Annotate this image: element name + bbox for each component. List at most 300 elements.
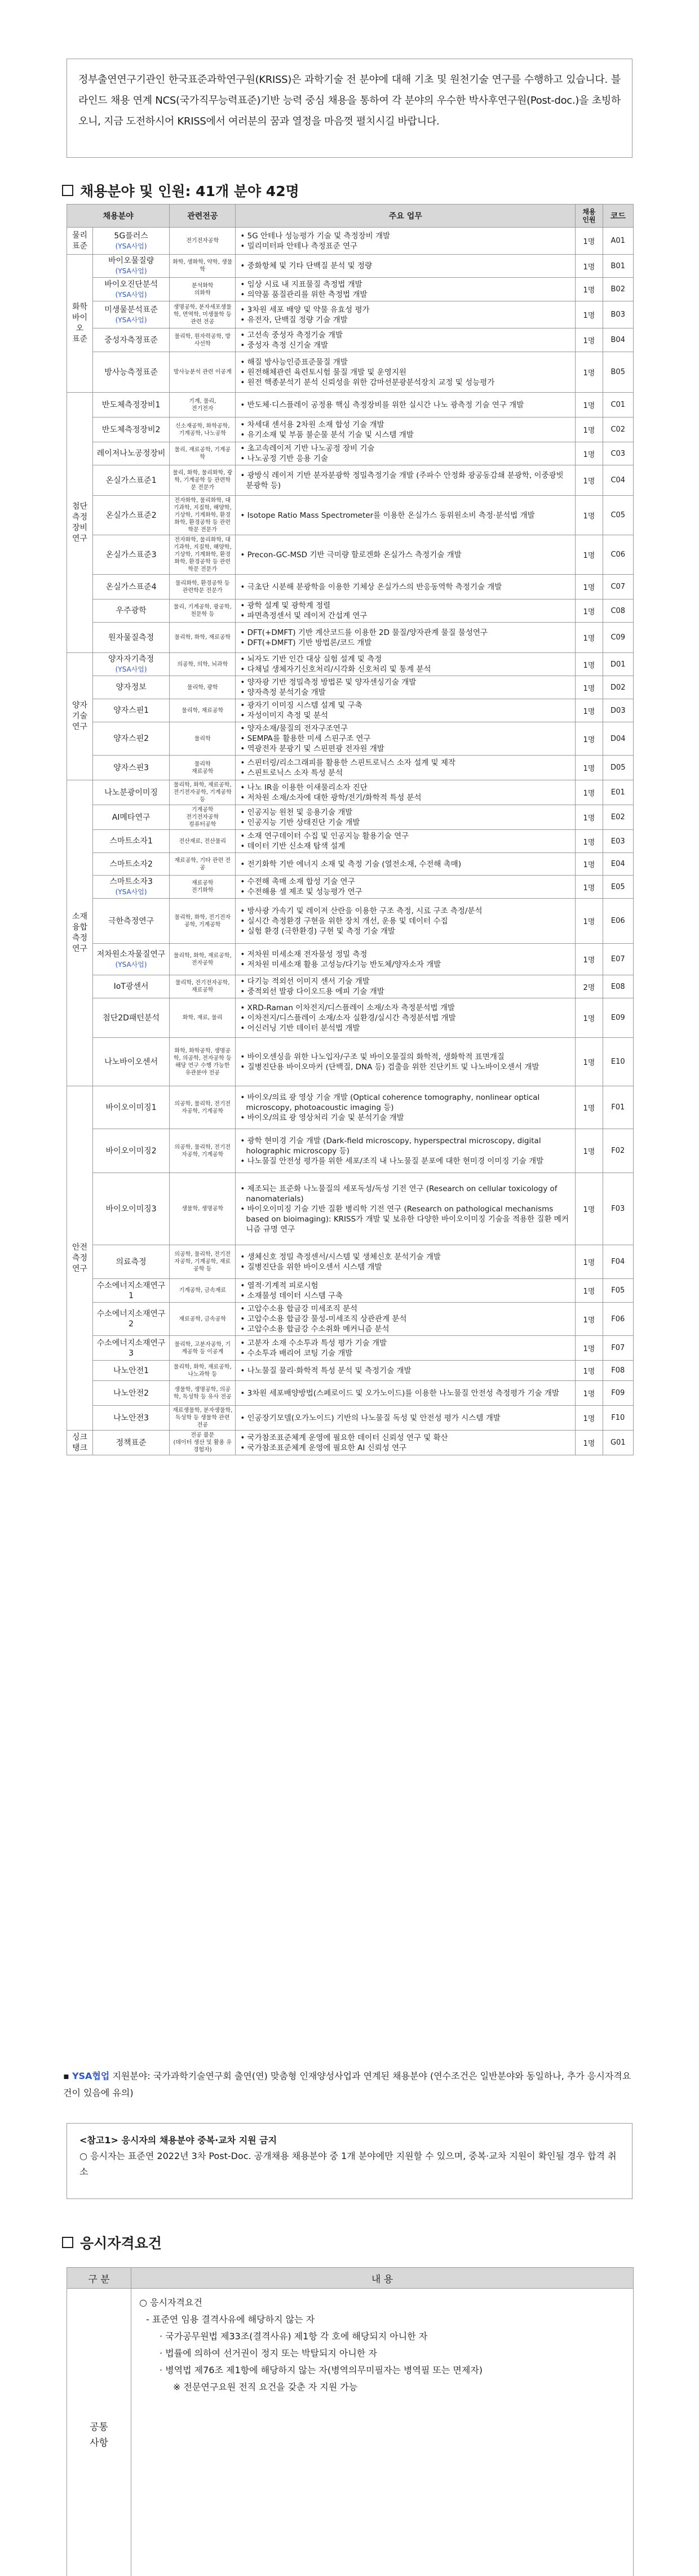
code-cell: F02: [603, 1129, 634, 1173]
duty-item: 이차전지/디스플레이 소재/소자 실환경/실시간 측정분석법 개발: [247, 1013, 456, 1023]
table-row: [67, 780, 634, 805]
footnote-label: YSA협업: [72, 2071, 110, 2081]
major-cell: 물리학, 전기전자공학, 재료공학: [170, 975, 236, 998]
footnote-text: 지원분야: 국가과학기술연구회 출연(연) 맞춤형 인재양성사업과 연계된 채용분야 (연수조건은 일반분야와 동일하나, 추가 응시자격요건이 있음에 유의): [63, 2071, 631, 2098]
headcount-cell: 1명: [576, 301, 603, 328]
duty-item: 고압수소용 합금강 수소취화 메커니즘 분석: [247, 1325, 390, 1334]
position-name: 온실가스표준3: [105, 550, 157, 559]
duty-item: 데이터 기반 신소재 탐색 설계: [247, 842, 346, 851]
field-group-cell: 싱크 탱크: [67, 1431, 93, 1455]
duty-item: 질병진단용 바이오마커 (단백질, DNA 등) 검출을 위한 진단키트 및 나노바이오센서 개발: [247, 1062, 539, 1072]
position-name-cell: [93, 722, 170, 756]
duty-item: 광학 설계 및 광학계 정렬: [247, 601, 331, 610]
major-cell: 신소재공학, 화학공학, 기계공학, 나노공학: [170, 418, 236, 442]
duty-line: [240, 1304, 573, 1314]
duties-cell: [236, 998, 576, 1038]
ysa-tag: (YSA사업): [115, 267, 147, 275]
duty-line: [240, 783, 573, 793]
duty-line: [240, 768, 573, 778]
bullet: •: [240, 807, 247, 817]
position-name-cell: [93, 393, 170, 418]
eligibility-line: · 국가공무원법 제33조(결격사유) 제1항 각 호에 해당되지 아니한 자: [160, 2331, 428, 2342]
duties-cell: [236, 418, 576, 442]
position-name: 저차원소자물질연구: [96, 949, 166, 959]
code-cell: E03: [603, 830, 634, 853]
duty-line: [240, 916, 573, 926]
duty-item: 역광전자 분광기 및 스핀편광 전자원 개발: [247, 744, 384, 753]
bullet: •: [240, 611, 247, 620]
field-group-cell: 양자 기술 연구: [67, 653, 93, 780]
duties-cell: [236, 1303, 576, 1336]
headcount-cell: 1명: [576, 352, 603, 393]
duty-line: [240, 1092, 573, 1113]
position-name: 바이오이미징1: [105, 1103, 157, 1112]
position-name-cell: [93, 1406, 170, 1431]
duty-line: [240, 1291, 573, 1301]
table-row: [67, 830, 634, 853]
bullet: •: [240, 724, 247, 733]
position-name-cell: [93, 352, 170, 393]
duty-item: 바이오이미징 기술 기반 질환 병리학 기전 연구 (Research on pathological mechanisms based on bioimaging): KRISS가 개발 및 보유한 다양한 바이오이미징 기술을 적용한 질환 메커니즘 규명 연구: [246, 1204, 569, 1234]
bullet: •: [240, 818, 247, 827]
table-row: [67, 975, 634, 998]
table-row: [67, 1303, 634, 1336]
duty-line: [240, 1113, 573, 1123]
duty-item: 양자소재/물질의 전자구조연구: [247, 724, 348, 733]
major-cell: 전기전자공학: [170, 228, 236, 255]
duty-line: [240, 315, 573, 325]
code-cell: F10: [603, 1406, 634, 1431]
bullet: •: [240, 305, 247, 314]
duties-cell: [236, 1129, 576, 1173]
major-cell: 생물학, 생명공학, 의공학, 독성학 등 유사 전공: [170, 1381, 236, 1406]
duty-line: [240, 1023, 573, 1033]
duties-cell: [236, 599, 576, 623]
duty-item: 고선속 중성자 측정기술 개발: [247, 330, 343, 340]
bullet: •: [240, 977, 247, 986]
duty-line: [240, 744, 573, 754]
position-name-cell: [93, 1431, 170, 1455]
duty-line: [240, 611, 573, 621]
major-cell: 물리학, 재료공학: [170, 699, 236, 722]
code-cell: E10: [603, 1038, 634, 1086]
major-cell: 물리, 재료공학, 기계공학: [170, 442, 236, 465]
duties-cell: [236, 301, 576, 328]
bullet: •: [240, 701, 247, 710]
headcount-cell: 1명: [576, 623, 603, 653]
position-name-cell: [93, 1129, 170, 1173]
bullet: •: [240, 711, 247, 720]
headcount-cell: 1명: [576, 418, 603, 442]
duties-cell: [236, 1361, 576, 1381]
section-title-eligibility: [62, 2232, 162, 2253]
code-cell: C05: [603, 496, 634, 535]
headcount-cell: 1명: [576, 535, 603, 575]
code-cell: E05: [603, 876, 634, 899]
duties-cell: [236, 1038, 576, 1086]
major-cell: 물리학 재료공학: [170, 756, 236, 780]
duty-line: [240, 1324, 573, 1334]
bullet: •: [240, 1304, 247, 1313]
table-row: [67, 278, 634, 301]
position-name-cell: [93, 278, 170, 301]
bullet: •: [240, 279, 247, 289]
major-cell: 방사능분석 관련 이공계: [170, 352, 236, 393]
headcount-cell: 1명: [576, 442, 603, 465]
duty-line: [240, 601, 573, 611]
headcount-cell: 1명: [576, 1361, 603, 1381]
duty-line: [240, 949, 573, 960]
headcount-cell: 1명: [576, 255, 603, 278]
position-name: 정책표준: [116, 1438, 147, 1447]
duties-cell: [236, 255, 576, 278]
ysa-tag: (YSA사업): [115, 242, 147, 250]
duty-item: 인공장기모델(오가노이드) 기반의 나노물질 독성 및 안전성 평가 시스템 개발: [247, 1413, 501, 1423]
table-row: [67, 805, 634, 830]
code-cell: B02: [603, 278, 634, 301]
code-cell: F08: [603, 1361, 634, 1381]
duty-line: [240, 818, 573, 828]
bullet: •: [240, 1252, 247, 1262]
bullet: •: [240, 430, 247, 439]
duties-cell: [236, 676, 576, 699]
note-title: <참고1> 응시자의 채용분야 중복·교차 지원 금지: [79, 2135, 277, 2146]
major-cell: 의공학, 물리학, 전기전자공학, 기계공학: [170, 1086, 236, 1129]
headcount-cell: 1명: [576, 876, 603, 899]
duty-line: [240, 1413, 573, 1423]
major-cell: 물리, 화학, 물리화학, 광학, 기계공학 등 관련학문 전문가: [170, 465, 236, 496]
major-cell: 의공학, 물리학, 전기전자공학, 기계공학, 재료공학 등: [170, 1245, 236, 1279]
duty-line: [240, 1204, 573, 1234]
position-name: 반도체측정장비2: [101, 425, 161, 434]
position-name-cell: [93, 418, 170, 442]
major-cell: 의공학, 의학, 뇌과학: [170, 653, 236, 676]
code-cell: C03: [603, 442, 634, 465]
bullet: •: [240, 1291, 247, 1300]
table-header-row: [67, 205, 634, 228]
duties-cell: [236, 1406, 576, 1431]
duty-line: [240, 1366, 573, 1376]
table-row: [67, 756, 634, 780]
bullet: •: [240, 987, 247, 996]
eligibility-line: · 병역법 제76조 제1항에 해당하지 않는 자(병역의무미필자는 병역필 또는 면제자): [160, 2365, 483, 2375]
duty-line: [240, 734, 573, 744]
duties-cell: [236, 780, 576, 805]
table-row: [67, 393, 634, 418]
bullet: •: [240, 357, 247, 367]
duty-line: [240, 290, 573, 300]
bullet: •: [240, 1052, 247, 1062]
note-body: ○ 응시자는 표준연 2022년 3차 Post-Doc. 공개채용 채용분야 중 1개 분야에만 지원할 수 있으며, 중복·교차 지원이 확인될 경우 합격 취소: [79, 2151, 617, 2177]
code-cell: F07: [603, 1336, 634, 1361]
duty-item: 뇌자도 기반 인간 대상 실험 설계 및 측정: [247, 655, 382, 664]
duties-cell: [236, 1381, 576, 1406]
duties-cell: [236, 278, 576, 301]
major-cell: 물리학: [170, 722, 236, 756]
duty-item: 유전자, 단백질 정량 기술 개발: [247, 315, 348, 325]
duties-cell: [236, 830, 576, 853]
duty-line: [240, 1062, 573, 1072]
table-row: [67, 944, 634, 975]
eligibility-content: [131, 2289, 634, 2576]
table-row: [67, 465, 634, 496]
major-cell: 물리학, 화학, 재료공학, 전기전자공학, 기계공학 등: [170, 780, 236, 805]
position-name-cell: [93, 1381, 170, 1406]
duty-item: 고압수소용 합금강 물성-미세조직 상관관계 분석: [247, 1314, 407, 1323]
bullet: •: [240, 783, 247, 792]
bullet: •: [240, 793, 247, 802]
headcount-cell: 1명: [576, 1431, 603, 1455]
position-name-cell: [93, 1086, 170, 1129]
duty-item: 소재물성 데이터 시스템 구축: [247, 1291, 343, 1300]
footnote-bullet: ▪: [63, 2071, 72, 2081]
header-field: 채용분야: [67, 205, 170, 228]
bullet: •: [240, 1388, 247, 1398]
position-name-cell: [93, 328, 170, 352]
duty-line: [240, 960, 573, 970]
headcount-cell: 1명: [576, 805, 603, 830]
headcount-cell: 1명: [576, 278, 603, 301]
position-name: 우주광학: [116, 606, 147, 615]
bullet: •: [240, 1433, 247, 1442]
eligibility-row: [67, 2289, 634, 2576]
position-name: 첨단2D패턴분석: [103, 1013, 160, 1023]
duty-item: 인공지능 원천 및 응용기술 개발: [247, 807, 353, 817]
duty-item: 수전해 촉매 소재 합성 기술 연구: [247, 877, 355, 886]
position-name: 수소에너지소재연구3: [96, 1338, 166, 1358]
major-cell: 생물학, 생명공학: [170, 1173, 236, 1245]
headcount-cell: 1명: [576, 1038, 603, 1086]
duties-cell: [236, 465, 576, 496]
headcount-cell: 1명: [576, 853, 603, 876]
duty-line: [240, 859, 573, 869]
duty-line: [240, 1252, 573, 1262]
headcount-cell: 1명: [576, 944, 603, 975]
duty-item: 생체신호 정밀 측정센서/시스템 및 생체신호 분석기술 개발: [247, 1252, 441, 1262]
position-name: 스마트소자2: [109, 859, 153, 869]
section-title-text: 채용분야 및 인원: 41개 분야 42명: [80, 183, 299, 199]
bullet: •: [240, 601, 247, 610]
table-row: [67, 1406, 634, 1431]
position-name: 바이오물질량: [108, 256, 154, 265]
bullet: •: [240, 744, 247, 753]
position-name-cell: [93, 780, 170, 805]
duty-item: 질병진단을 위한 바이오센서 시스템 개발: [247, 1262, 382, 1272]
bullet: •: [240, 315, 247, 325]
major-cell: 재료공학, 기타 관련 전공: [170, 853, 236, 876]
table-row: [67, 1173, 634, 1245]
table-row: [67, 722, 634, 756]
table-row: [67, 1279, 634, 1303]
table-row: [67, 301, 634, 328]
code-cell: F01: [603, 1086, 634, 1129]
position-name: 나노안전2: [113, 1388, 149, 1398]
duty-item: 실시간 측정환경 구현을 위한 장치 개선, 운용 및 데이터 수집: [247, 916, 448, 926]
duty-line: [240, 677, 573, 687]
headcount-cell: 1명: [576, 328, 603, 352]
duty-item: 국가참조표준체계 운영에 필요한 데이터 신뢰성 연구 및 확산: [247, 1433, 448, 1442]
bullet: •: [240, 1023, 247, 1033]
field-group-cell: 안전 측정 연구: [67, 1086, 93, 1431]
duty-item: 해질 방사능인증표준물질 개발: [247, 357, 348, 367]
duties-cell: [236, 496, 576, 535]
duty-item: 광방식 레이저 기반 분자분광학 정밀측정기술 개발 (주파수 안정화 광공동감쇄 분광학, 이중광빗 분광학 등): [246, 470, 564, 490]
duty-item: 저차원 소재/소자에 대한 광학/전기/화학적 특성 분석: [247, 793, 422, 802]
major-cell: 분석화학 의화학: [170, 278, 236, 301]
bullet: •: [240, 678, 247, 687]
duty-line: [240, 700, 573, 710]
position-name: 나노안전3: [113, 1413, 149, 1423]
table-row: [67, 575, 634, 599]
bullet: •: [240, 1003, 247, 1012]
bullet: •: [240, 231, 247, 241]
major-cell: 물리학, 화학, 재료공학, 전자공학: [170, 944, 236, 975]
duty-item: 중적외선 발광 다이오드용 에피 기술 개발: [247, 987, 384, 996]
position-name: 수소에너지소재연구1: [96, 1281, 166, 1300]
bullet: •: [240, 949, 247, 959]
eligibility-group: 공통 사항: [67, 2289, 131, 2576]
duty-line: [240, 1338, 573, 1348]
position-name: 나노분광이미징: [104, 788, 158, 797]
duty-item: 어신러닝 기반 데이터 분석법 개발: [247, 1023, 360, 1033]
duties-cell: [236, 853, 576, 876]
position-name: 바이오진단분석: [104, 279, 158, 289]
checkbox-square-icon: [62, 2237, 73, 2248]
major-cell: 물리학, 화학, 재료공학: [170, 623, 236, 653]
headcount-cell: 1명: [576, 1406, 603, 1431]
code-cell: E02: [603, 805, 634, 830]
section-title-text: 응시자격요건: [80, 2235, 162, 2251]
duty-line: [240, 305, 573, 315]
duty-line: [240, 654, 573, 664]
duties-cell: [236, 975, 576, 998]
bullet: •: [240, 330, 247, 340]
section-title-positions: [62, 180, 299, 201]
headcount-cell: 1명: [576, 1279, 603, 1303]
position-name-cell: [93, 1245, 170, 1279]
duty-line: [240, 279, 573, 290]
code-cell: F05: [603, 1279, 634, 1303]
position-name-cell: [93, 676, 170, 699]
duty-line: [240, 582, 573, 592]
table-row: [67, 699, 634, 722]
duty-line: [240, 687, 573, 698]
bullet: •: [240, 377, 247, 387]
duty-item: 차세대 센서용 2차원 소재 합성 기술 개발: [247, 420, 384, 429]
duty-item: 3차원 세포 배양 및 약물 유효성 평가: [247, 305, 370, 314]
duties-cell: [236, 653, 576, 676]
duty-line: [240, 628, 573, 638]
duty-item: 초고속레이저 기반 나노공정 장비 기술: [247, 444, 375, 453]
bullet: •: [240, 1314, 247, 1323]
duty-line: [240, 377, 573, 388]
bullet: •: [240, 261, 247, 270]
duty-line: [240, 1003, 573, 1013]
duty-line: [240, 723, 573, 734]
bullet: •: [240, 367, 247, 377]
code-cell: E09: [603, 998, 634, 1038]
duty-line: [240, 987, 573, 997]
duty-item: 열적·기계적 피로시험: [247, 1281, 318, 1290]
duties-cell: [236, 1173, 576, 1245]
major-cell: 전자화학, 물리화학, 대기과학, 지질학, 해양학, 기상학, 기계화학, 환경화학, 환경공학 등 관련학문 전문가: [170, 535, 236, 575]
field-group-cell: 물리 표준: [67, 228, 93, 255]
position-name: 방사능측정표준: [104, 367, 158, 377]
position-name: 나노안전1: [113, 1366, 149, 1375]
position-name: 양자스핀2: [113, 734, 149, 743]
duty-line: [240, 430, 573, 440]
position-name-cell: [93, 301, 170, 328]
headcount-cell: 1명: [576, 899, 603, 944]
checkbox-square-icon: [62, 185, 73, 196]
eligibility-header-category: 구 분: [67, 2268, 131, 2289]
duty-item: 수소투과 배리어 코팅 기술 개발: [247, 1348, 353, 1358]
position-name-cell: [93, 1173, 170, 1245]
duty-item: 원전해체관련 육련토시험 물질 개발 및 운영지원: [247, 367, 406, 377]
position-name-cell: [93, 496, 170, 535]
duty-line: [240, 400, 573, 410]
bullet: •: [240, 877, 247, 886]
position-name: 스마트소자1: [109, 837, 153, 846]
major-cell: 물리학, 광학: [170, 676, 236, 699]
duty-item: 중화항체 및 기타 단백질 분석 및 정량: [247, 261, 373, 270]
bullet: •: [240, 1281, 247, 1290]
major-cell: 화학, 생화학, 약학, 생물학: [170, 255, 236, 278]
bullet: •: [240, 960, 247, 969]
position-name: 레이저나노공정장비: [96, 449, 166, 458]
duty-item: 3차원 세포배양방법(스페로이드 및 오가노이드)를 이용한 나노물질 안전성 측정평가 기술 개발: [247, 1388, 559, 1398]
position-name: 양자자기측정: [108, 655, 154, 664]
duty-line: [240, 1013, 573, 1023]
code-cell: D02: [603, 676, 634, 699]
ysa-tag: (YSA사업): [115, 665, 147, 673]
field-group-cell: 소재 융합 측정 연구: [67, 780, 93, 1086]
duties-cell: [236, 442, 576, 465]
position-name: 스마트소자3: [109, 877, 153, 886]
headcount-cell: 1명: [576, 830, 603, 853]
major-cell: 물리학, 원자력공학, 방사선학: [170, 328, 236, 352]
position-name-cell: [93, 228, 170, 255]
duties-cell: [236, 1279, 576, 1303]
code-cell: C01: [603, 393, 634, 418]
duty-item: 바이오센싱을 위한 나노입자/구조 및 바이오물질의 화학적, 생화학적 표면개질: [247, 1052, 505, 1062]
major-cell: 기계공학 전기전자공학 컴퓨터공학: [170, 805, 236, 830]
position-name-cell: [93, 899, 170, 944]
position-name: IoT광센서: [113, 982, 149, 991]
headcount-cell: 1명: [576, 465, 603, 496]
bullet: •: [240, 1366, 247, 1375]
duty-line: [240, 758, 573, 768]
code-cell: D01: [603, 653, 634, 676]
position-name-cell: [93, 830, 170, 853]
major-cell: 재료공학, 금속공학: [170, 1303, 236, 1336]
duty-line: [240, 367, 573, 377]
eligibility-header-content: 내 용: [131, 2268, 634, 2289]
major-cell: 생명공학, 분자세포생물학, 면역학, 미생물학 등 관련 전공: [170, 301, 236, 328]
duties-cell: [236, 876, 576, 899]
duty-item: 5G 안테나 성능평가 기술 및 측정장비 개발: [247, 231, 391, 241]
headcount-cell: 1명: [576, 393, 603, 418]
major-cell: 화학, 재료, 물리: [170, 998, 236, 1038]
major-cell: 의공학, 물리학, 전기전자공학, 기계공학: [170, 1129, 236, 1173]
bullet: •: [240, 444, 247, 453]
code-cell: E07: [603, 944, 634, 975]
duty-item: 다기능 적외선 이미지 센서 기술 개발: [247, 977, 370, 986]
headcount-cell: 1명: [576, 756, 603, 780]
headcount-cell: 1명: [576, 722, 603, 756]
bullet: •: [240, 832, 247, 841]
position-name-cell: [93, 1303, 170, 1336]
